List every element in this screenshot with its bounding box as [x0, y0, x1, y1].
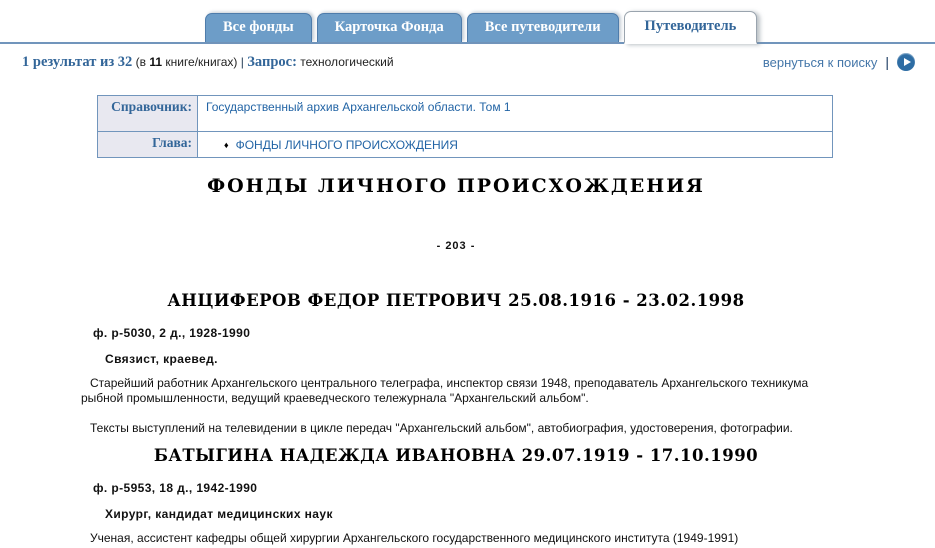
reference-value-link[interactable]: [198, 96, 833, 132]
next-result-icon[interactable]: [897, 53, 915, 71]
tab-all-guides[interactable]: Все путеводители: [467, 13, 619, 42]
chapter-title: ФОНДЫ ЛИЧНОГО ПРОИСХОЖДЕНИЯ: [207, 175, 705, 197]
guide-document: [81, 175, 831, 546]
results-actions: [763, 53, 915, 71]
back-separator: |: [885, 54, 889, 70]
table-row: [98, 96, 833, 132]
occupation-line: Связист, краевед.: [105, 352, 218, 366]
query-value: технологический: [300, 54, 394, 69]
play-triangle-icon: [904, 58, 911, 66]
biography-paragraph: Старейший работник Архангельского центрального телеграфа, инспектор связи 1948, преподаватель Архангельского техникума рыбной промышленности, ведущий краеведческого тележурнала "Архангельский альбом".: [81, 376, 809, 405]
results-summary: [22, 54, 394, 71]
reference-table: [97, 95, 833, 158]
fond-reference: ф. р-5030, 2 д., 1928-1990: [93, 326, 251, 340]
query-label: Запрос:: [247, 53, 297, 70]
entry-heading: БАТЫГИНА НАДЕЖДА ИВАНОВНА 29.07.1919 - 17.10.1990: [153, 446, 759, 465]
diamond-bullet-icon: ♦: [224, 139, 229, 150]
biography-paragraph: Ученая, ассистент кафедры общей хирургии Архангельского государственного медицинского института (1949-1991): [90, 531, 739, 545]
entry-batygina: [81, 446, 831, 546]
reference-label: Справочник:: [98, 96, 198, 132]
reference-value-text[interactable]: Государственный архив Архангельской области. Том 1: [206, 100, 511, 114]
tab-guide-active[interactable]: Путеводитель: [624, 11, 758, 44]
results-paren-close: книге/книгах): [165, 54, 238, 69]
fond-reference: ф. р-5953, 18 д., 1942-1990: [93, 481, 258, 495]
results-paren-open: (в: [135, 54, 146, 69]
table-row: [98, 132, 833, 158]
chapter-value-link[interactable]: [198, 132, 833, 158]
occupation-line: Хирург, кандидат медицинских наук: [105, 507, 333, 521]
chapter-label: Глава:: [98, 132, 198, 158]
back-to-search-link[interactable]: вернуться к поиску: [762, 54, 878, 70]
entry-antsiferov: [81, 291, 831, 436]
chapter-value-text[interactable]: ФОНДЫ ЛИЧНОГО ПРОИСХОЖДЕНИЯ: [235, 137, 458, 152]
results-count: 1 результат из 32: [22, 53, 133, 70]
results-separator: |: [240, 54, 244, 69]
holdings-paragraph: Тексты выступлений на телевидении в цикле передач "Архангельский альбом", автобиография, удостоверения, фотографии.: [90, 421, 793, 435]
tab-all-fonds[interactable]: Все фонды: [205, 13, 312, 42]
tab-bar: [0, 0, 935, 44]
results-bar: [0, 44, 935, 71]
book-count: 11: [149, 54, 163, 69]
tab-fond-card[interactable]: Карточка Фонда: [317, 13, 462, 42]
page-number: - 203 -: [436, 240, 476, 252]
entry-heading: АНЦИФЕРОВ ФЕДОР ПЕТРОВИЧ 25.08.1916 - 23.02.1998: [167, 291, 745, 310]
